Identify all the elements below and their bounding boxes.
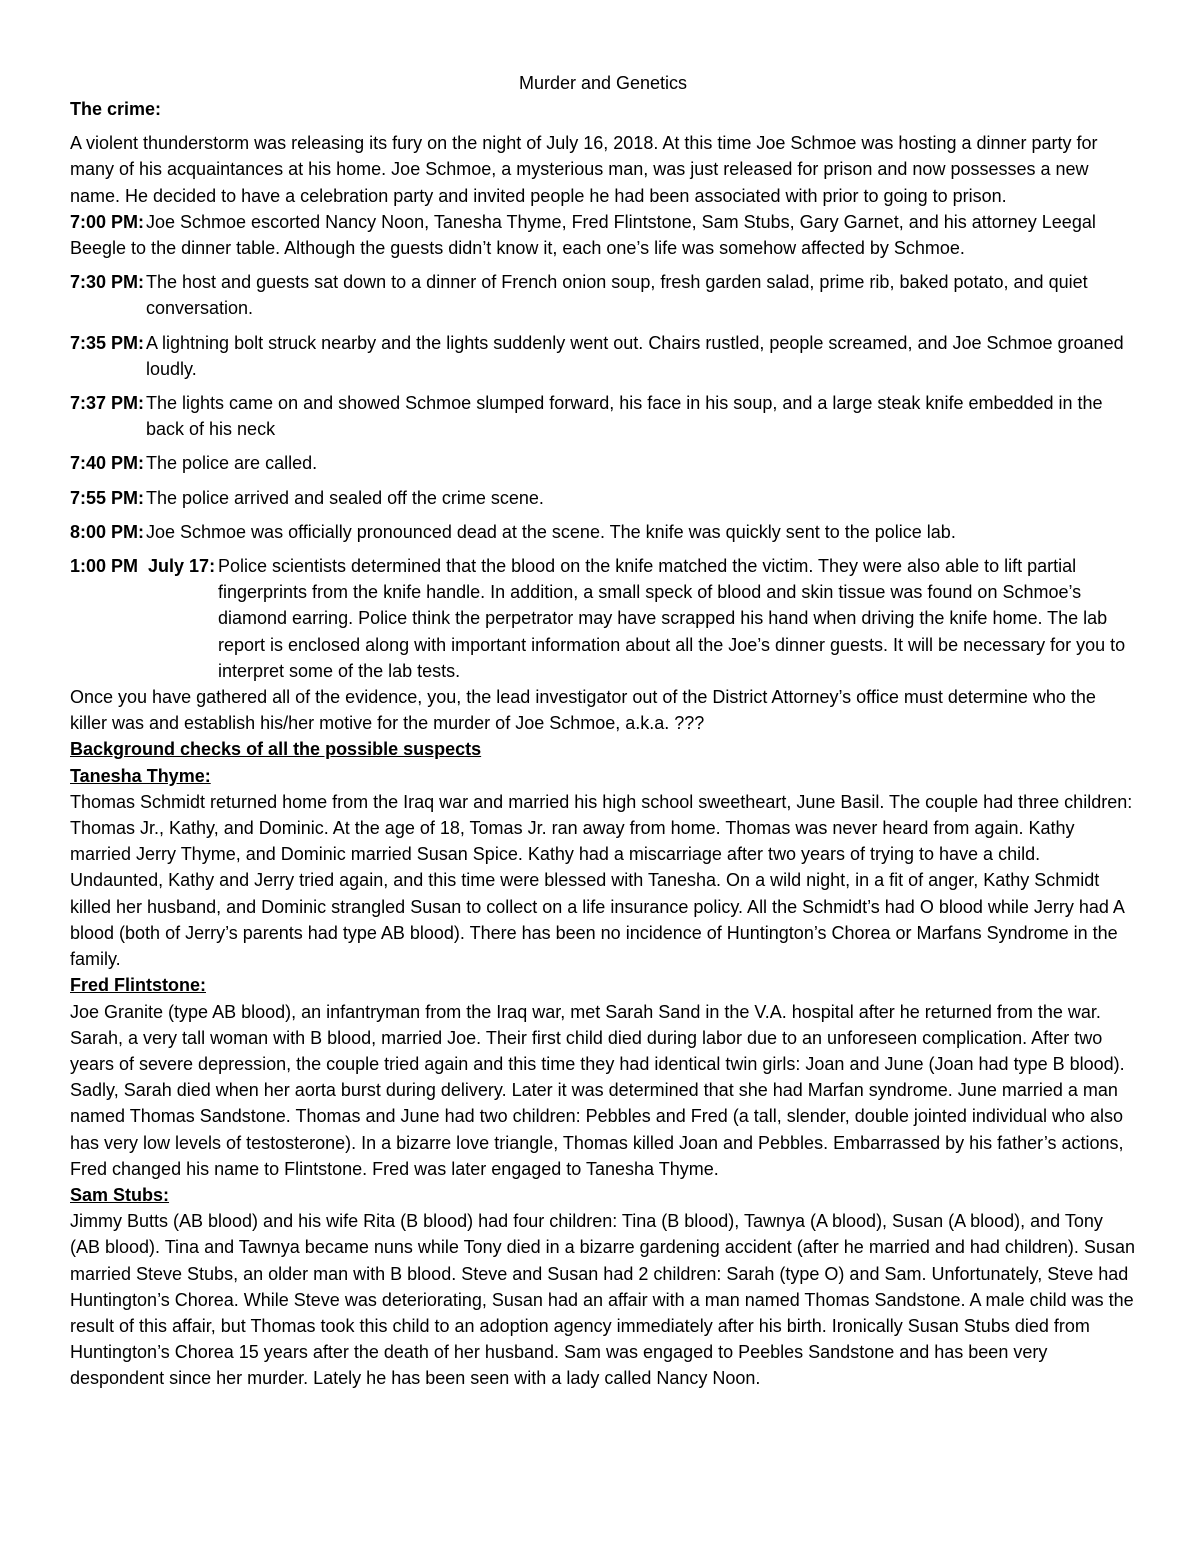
timeline-entry bbox=[70, 269, 1136, 321]
document-page bbox=[70, 70, 1136, 1392]
suspect-name: Fred Flintstone: bbox=[70, 975, 206, 996]
timeline-entry bbox=[70, 209, 1136, 261]
timeline-time: 7:00 PM: bbox=[70, 211, 145, 232]
timeline-time: 7:35 PM: bbox=[70, 332, 145, 353]
timeline-text: Joe Schmoe was officially pronounced dead at the scene. The knife was quickly sent to the police lab. bbox=[146, 521, 956, 542]
timeline-text: Joe Schmoe escorted Nancy Noon, Tanesha Thyme, Fred Flintstone, Sam Stubs, Gary Garnet, and his attorney Leegal Beegle to the dinner table. Although the guests didn’t know it, each one’s life was somehow affected by Schmoe. bbox=[70, 211, 1096, 259]
timeline-time: 7:55 PM: bbox=[70, 487, 145, 508]
background-heading: Background checks of all the possible suspects bbox=[70, 739, 482, 760]
timeline-text: Police scientists determined that the blood on the knife matched the victim. They were also able to lift partial fingerprints from the knife handle. In addition, a small speck of blood and skin tissue was found on Schmoe’s diamond earring. Police think the perpetrator may have scrapped his hand when driving the knife home. The lab report is enclosed along with important information about all the Joe’s dinner guests. It will be necessary for you to interpret some of the lab tests. bbox=[218, 556, 1126, 681]
intro-paragraph: A violent thunderstorm was releasing its fury on the night of July 16, 2018. At this time Joe Schmoe was hosting a dinner party for many of his acquaintances at his home. Joe Schmoe, a mysterious man, was just released for prison and now possesses a new name. He decided to have a celebration party and invited people he had been associated with prior to going to prison. bbox=[70, 133, 1098, 206]
timeline-entry bbox=[70, 553, 1136, 684]
closing-paragraph: Once you have gathered all of the evidence, you, the lead investigator out of the District Attorney’s office must determine who the killer was and establish his/her motive for the murder of Joe Schmoe, a.k.a. ??? bbox=[70, 687, 1096, 734]
timeline-time: 7:37 PM: bbox=[70, 393, 145, 414]
timeline-text: The host and guests sat down to a dinner of French onion soup, fresh garden salad, prime rib, baked potato, and quiet conversation. bbox=[146, 272, 1088, 319]
timeline-text: The police arrived and sealed off the crime scene. bbox=[146, 487, 544, 508]
timeline-entry bbox=[70, 330, 1136, 382]
timeline-entry bbox=[70, 390, 1136, 442]
suspect-name: Sam Stubs: bbox=[70, 1184, 170, 1205]
suspect-name: Tanesha Thyme: bbox=[70, 765, 211, 786]
suspect-background: Joe Granite (type AB blood), an infantryman from the Iraq war, met Sarah Sand in the V.A. hospital after he returned from the war. Sarah, a very tall woman with B blood, married Joe. Their first child died during labor due to an unforeseen complication. After two years of severe depression, the couple tried again and this time they had identical twin girls: Joan and June (Joan had type B blood). Sadly, Sarah died when her aorta burst during delivery. Later it was determined that she had Marfan syndrome. June married a man named Thomas Sandstone. Thomas and June had two children: Pebbles and Fred (a tall, slender, double jointed individual who also has very low levels of testosterone). In a bizarre love triangle, Thomas killed Joan and Pebbles. Embarrassed by his father’s actions, Fred changed his name to Flintstone. Fred was later engaged to Tanesha Thyme. bbox=[70, 1001, 1125, 1179]
timeline-text: The lights came on and showed Schmoe slumped forward, his face in his soup, and a large steak knife embedded in the back of his neck bbox=[146, 393, 1103, 440]
suspect-background: Jimmy Butts (AB blood) and his wife Rita (B blood) had four children: Tina (B blood), Tawnya (A blood), Susan (A blood), and Tony (AB blood). Tina and Tawnya became nuns while Tony died in a bizarre gardening accident (after he married and had children). Susan married Steve Stubs, an older man with B blood. Steve and Susan had 2 children: Sarah (type O) and Sam. Unfortunately, Steve had Huntington’s Chorea. While Steve was deteriorating, Susan had an affair with a man named Thomas Sandstone. A male child was the result of this affair, but Thomas took this child to an adoption agency immediately after his birth. Ironically Susan Stubs died from Huntington’s Chorea 15 years after the death of her husband. Sam was engaged to Peebles Sandstone and has been very despondent since her murder. Lately he has been seen with a lady called Nancy Noon. bbox=[70, 1211, 1135, 1389]
timeline-entry bbox=[70, 519, 1136, 545]
timeline-time: 7:30 PM: bbox=[70, 272, 145, 293]
timeline-time: 8:00 PM: bbox=[70, 521, 145, 542]
crime-heading: The crime: bbox=[70, 99, 162, 119]
timeline-entry bbox=[70, 485, 1136, 511]
timeline-time: 1:00 PM July 17: bbox=[70, 556, 216, 577]
timeline-text: The police are called. bbox=[146, 453, 318, 474]
timeline-text: A lightning bolt struck nearby and the lights suddenly went out. Chairs rustled, people screamed, and Joe Schmoe groaned loudly. bbox=[146, 332, 1124, 379]
document-title: Murder and Genetics bbox=[518, 73, 688, 93]
timeline-time: 7:40 PM: bbox=[70, 453, 145, 474]
suspect-background: Thomas Schmidt returned home from the Iraq war and married his high school sweetheart, June Basil. The couple had three children: Thomas Jr., Kathy, and Dominic. At the age of 18, Tomas Jr. ran away from home. Thomas was never heard from again. Kathy married Jerry Thyme, and Dominic married Susan Spice. Kathy had a miscarriage after two years of trying to have a child. Undaunted, Kathy and Jerry tried again, and this time were blessed with Tanesha. On a wild night, in a fit of anger, Kathy Schmidt killed her husband, and Dominic strangled Susan to collect on a life insurance policy. All the Schmidt’s had O blood while Jerry had A blood (both of Jerry’s parents had type AB blood). There has been no incidence of Huntington’s Chorea or Marfans Syndrome in the family. bbox=[70, 791, 1133, 970]
timeline-entry bbox=[70, 450, 1136, 476]
